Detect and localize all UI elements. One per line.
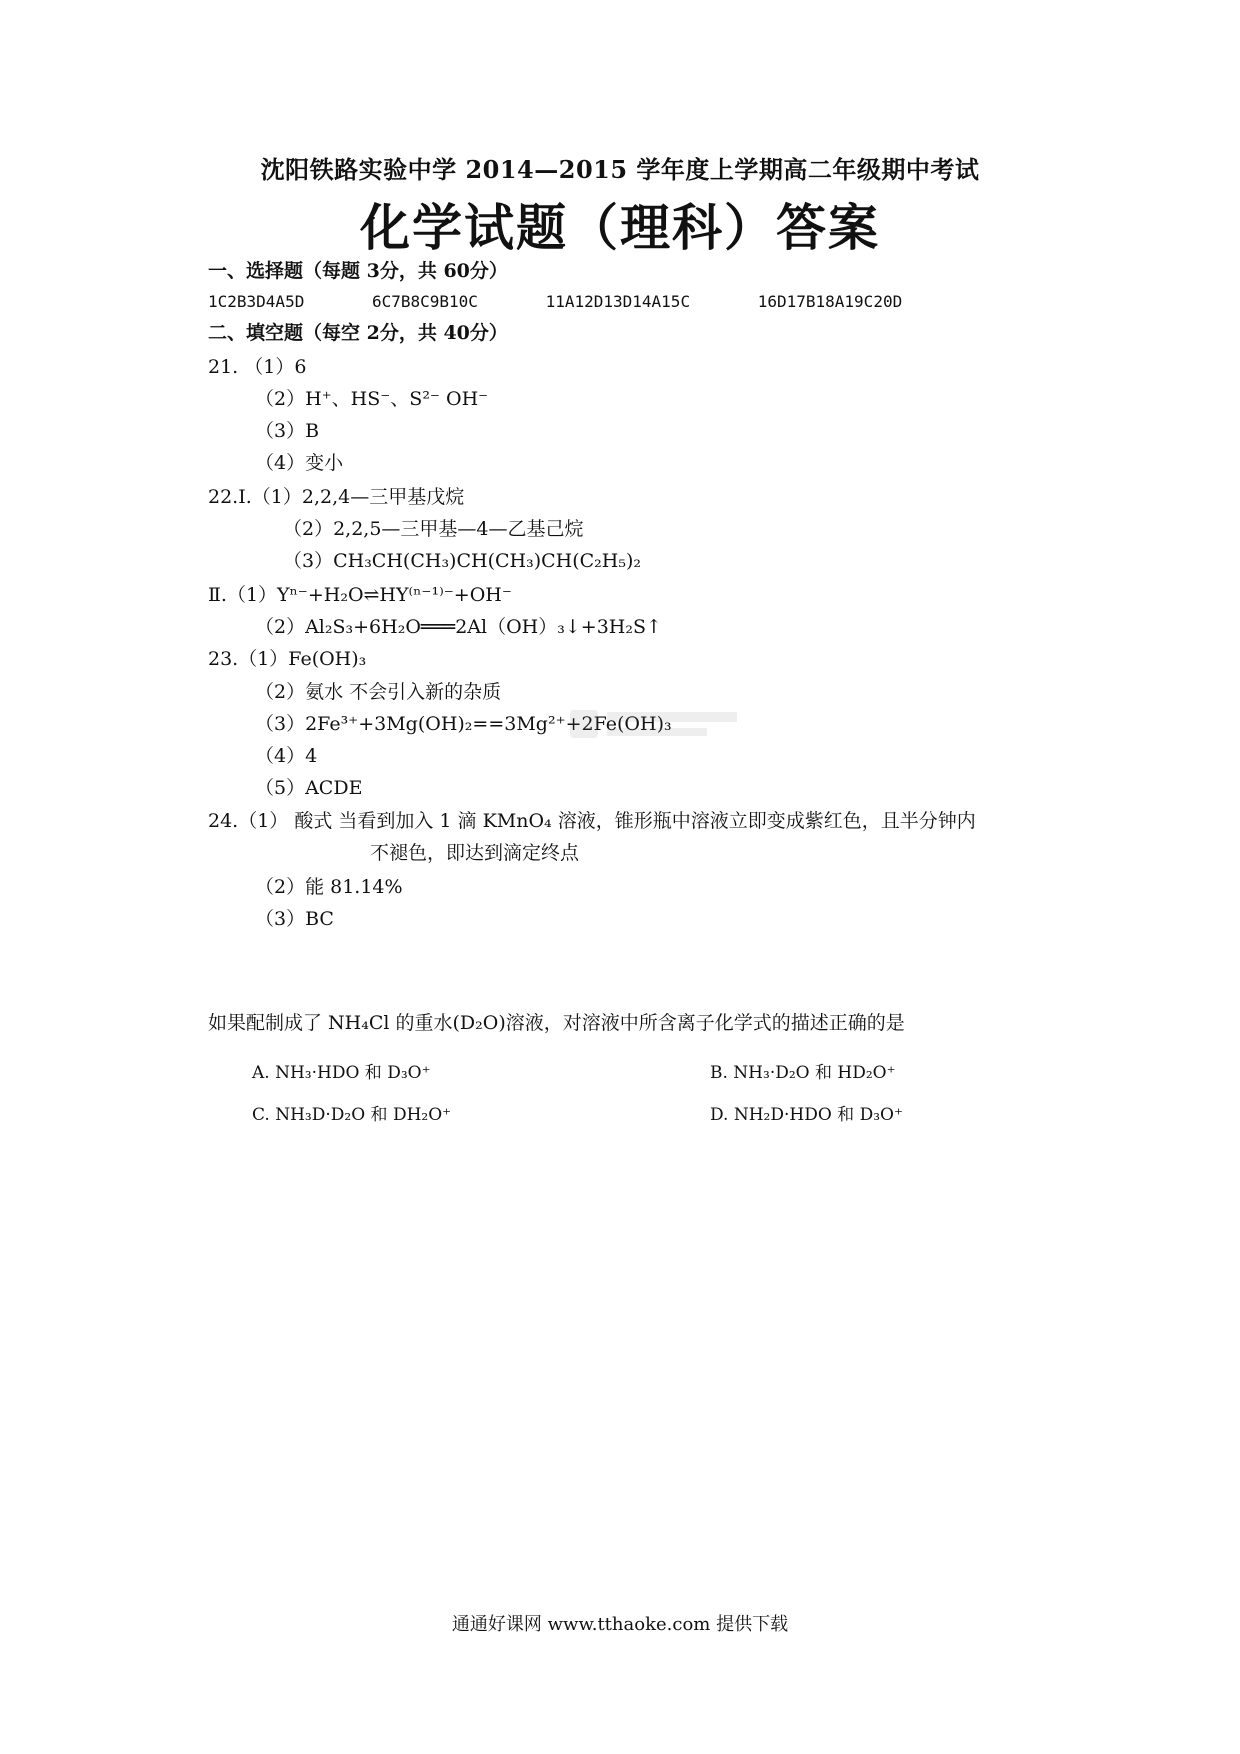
choice-group-4: 16D17B18A19C20D bbox=[757, 292, 903, 311]
choice-answers-row bbox=[208, 292, 960, 311]
answer-23-2: （2）氨水 不会引入新的杂质 bbox=[255, 681, 502, 703]
answer-24-3: （3）BC bbox=[255, 908, 334, 930]
choice-group-1: 1C2B3D4A5D bbox=[208, 292, 305, 311]
exam-subtitle: 沈阳铁路实验中学 2014—2015 学年度上学期高二年级期中考试 bbox=[260, 155, 980, 184]
answer-22-i-2: （2）2,2,5—三甲基—4—乙基己烷 bbox=[283, 518, 584, 540]
answer-22-i-3: （3）CH₃CH(CH₃)CH(CH₃)CH(C₂H₅)₂ bbox=[283, 550, 642, 572]
choice-group-2: 6C7B8C9B10C bbox=[371, 292, 478, 311]
choice-group-3: 11A12D13D14A15C bbox=[545, 292, 691, 311]
option-c: C. NH₃D·D₂O 和 DH₂O⁺ bbox=[252, 1105, 452, 1125]
answer-22-ii-1: Ⅱ.（1）Yⁿ⁻+H₂O⇌HY⁽ⁿ⁻¹⁾⁻+OH⁻ bbox=[208, 584, 512, 606]
option-a: A. NH₃·HDO 和 D₃O⁺ bbox=[252, 1063, 431, 1083]
answer-21-3: （3）B bbox=[255, 420, 320, 442]
answer-24-2: （2）能 81.14% bbox=[255, 876, 403, 898]
answer-23-3: （3）2Fe³⁺+3Mg(OH)₂==3Mg²⁺+2Fe(OH)₃ bbox=[255, 713, 672, 735]
watermark-logo-icon bbox=[565, 690, 745, 750]
answer-23-5: （5）ACDE bbox=[255, 777, 363, 799]
answer-24-1-cont: 不褪色，即达到滴定终点 bbox=[370, 842, 580, 864]
section-choice-heading: 一、选择题（每题 3分，共 60分） bbox=[208, 260, 508, 282]
answer-21-4: （4）变小 bbox=[255, 452, 344, 474]
footer-source: 通通好课网 www.tthaoke.com 提供下载 bbox=[451, 1614, 789, 1635]
option-d: D. NH₂D·HDO 和 D₃O⁺ bbox=[710, 1105, 903, 1125]
answer-23-1: 23.（1）Fe(OH)₃ bbox=[208, 648, 367, 670]
answer-21-2: （2）H⁺、HS⁻、S²⁻ OH⁻ bbox=[255, 388, 489, 410]
answer-22-ii-2: （2）Al₂S₃+6H₂O═══2Al（OH）₃↓+3H₂S↑ bbox=[255, 616, 662, 638]
extra-question: 如果配制成了 NH₄Cl 的重水(D₂O)溶液，对溶液中所含离子化学式的描述正确的是 bbox=[208, 1012, 905, 1034]
answer-24-1: 24.（1） 酸式 当看到加入 1 滴 KMnO₄ 溶液，锥形瓶中溶液立即变成紫红色，且半分钟内 bbox=[208, 810, 976, 832]
answer-21-1: 21. （1）6 bbox=[208, 356, 307, 378]
answer-22-i-1: 22.Ⅰ.（1）2,2,4—三甲基戊烷 bbox=[208, 486, 465, 508]
section-fill-heading: 二、填空题（每空 2分，共 40分） bbox=[208, 322, 508, 344]
answer-23-4: （4）4 bbox=[255, 745, 318, 767]
option-b: B. NH₃·D₂O 和 HD₂O⁺ bbox=[710, 1063, 896, 1083]
page-title: 化学试题（理科）答案 bbox=[360, 198, 880, 257]
